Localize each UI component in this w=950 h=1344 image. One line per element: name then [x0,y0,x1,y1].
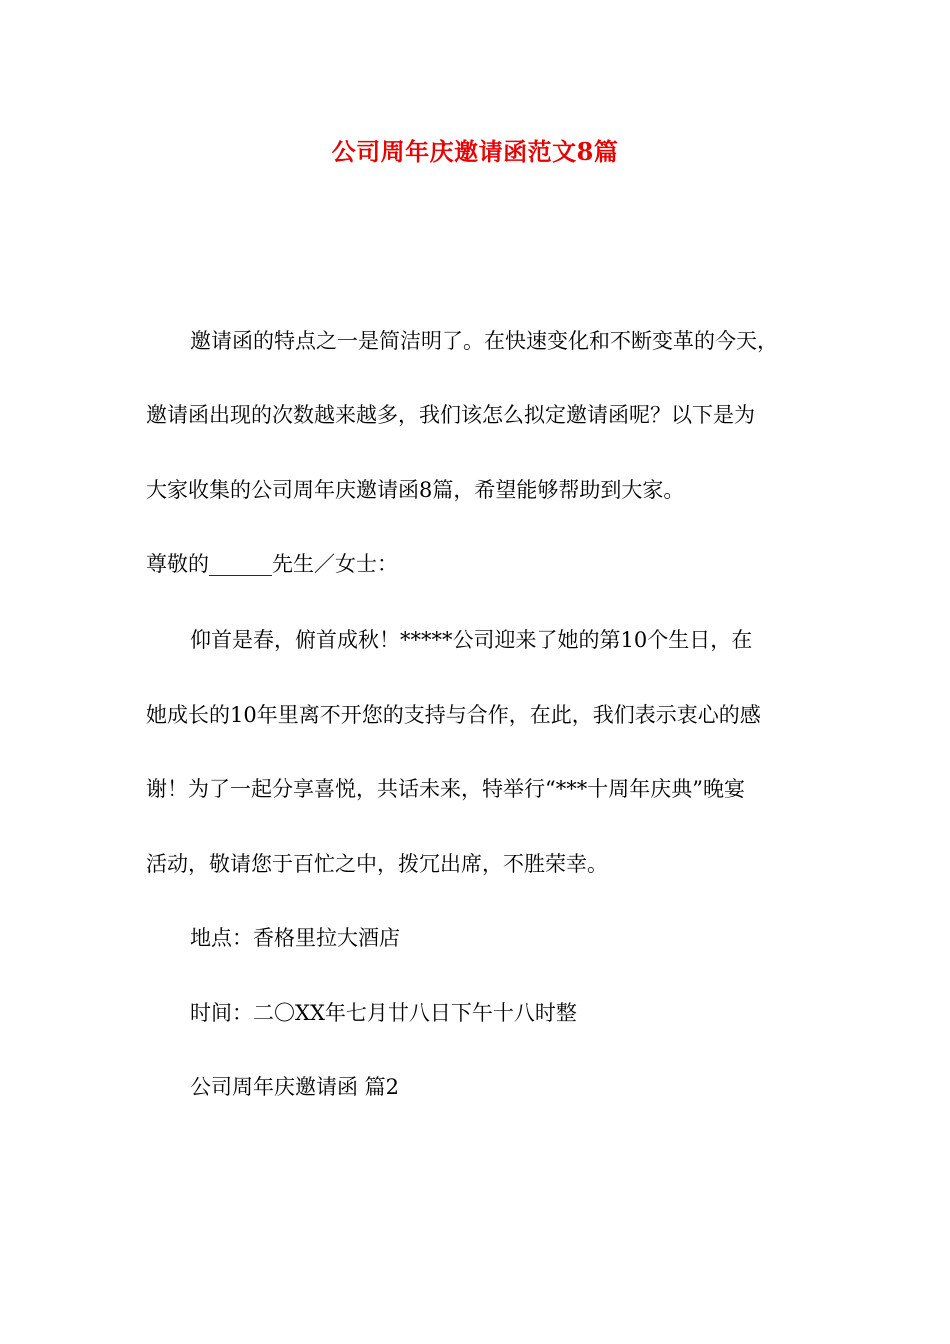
salutation: 尊敬的______先生／女士： [146,552,398,576]
intro-line-1: 邀请函的特点之一是简洁明了。在快速变化和不断变革的今天， [190,329,778,353]
intro-line-3: 大家收集的公司周年庆邀请函8篇，希望能够帮助到大家。 [146,478,685,502]
body-line-1: 仰首是春，俯首成秋！*****公司迎来了她的第10个生日，在 [190,628,753,652]
body-line-4: 活动，敬请您于百忙之中，拨冗出席，不胜荣幸。 [146,852,608,876]
body-line-2: 她成长的10年里离不开您的支持与合作，在此，我们表示衷心的感 [146,703,761,727]
section-heading-2: 公司周年庆邀请函 篇2 [190,1075,400,1099]
intro-line-2: 邀请函出现的次数越来越多，我们该怎么拟定邀请函呢？以下是为 [146,403,755,427]
body-line-3: 谢！为了一起分享喜悦，共话未来，特举行“***十周年庆典”晚宴 [146,777,745,801]
document-title: 公司周年庆邀请函范文8篇 [331,137,619,166]
time-line: 时间：二〇XX年七月廿八日下午十八时整 [190,1001,577,1025]
location-line: 地点：香格里拉大酒店 [190,926,400,950]
